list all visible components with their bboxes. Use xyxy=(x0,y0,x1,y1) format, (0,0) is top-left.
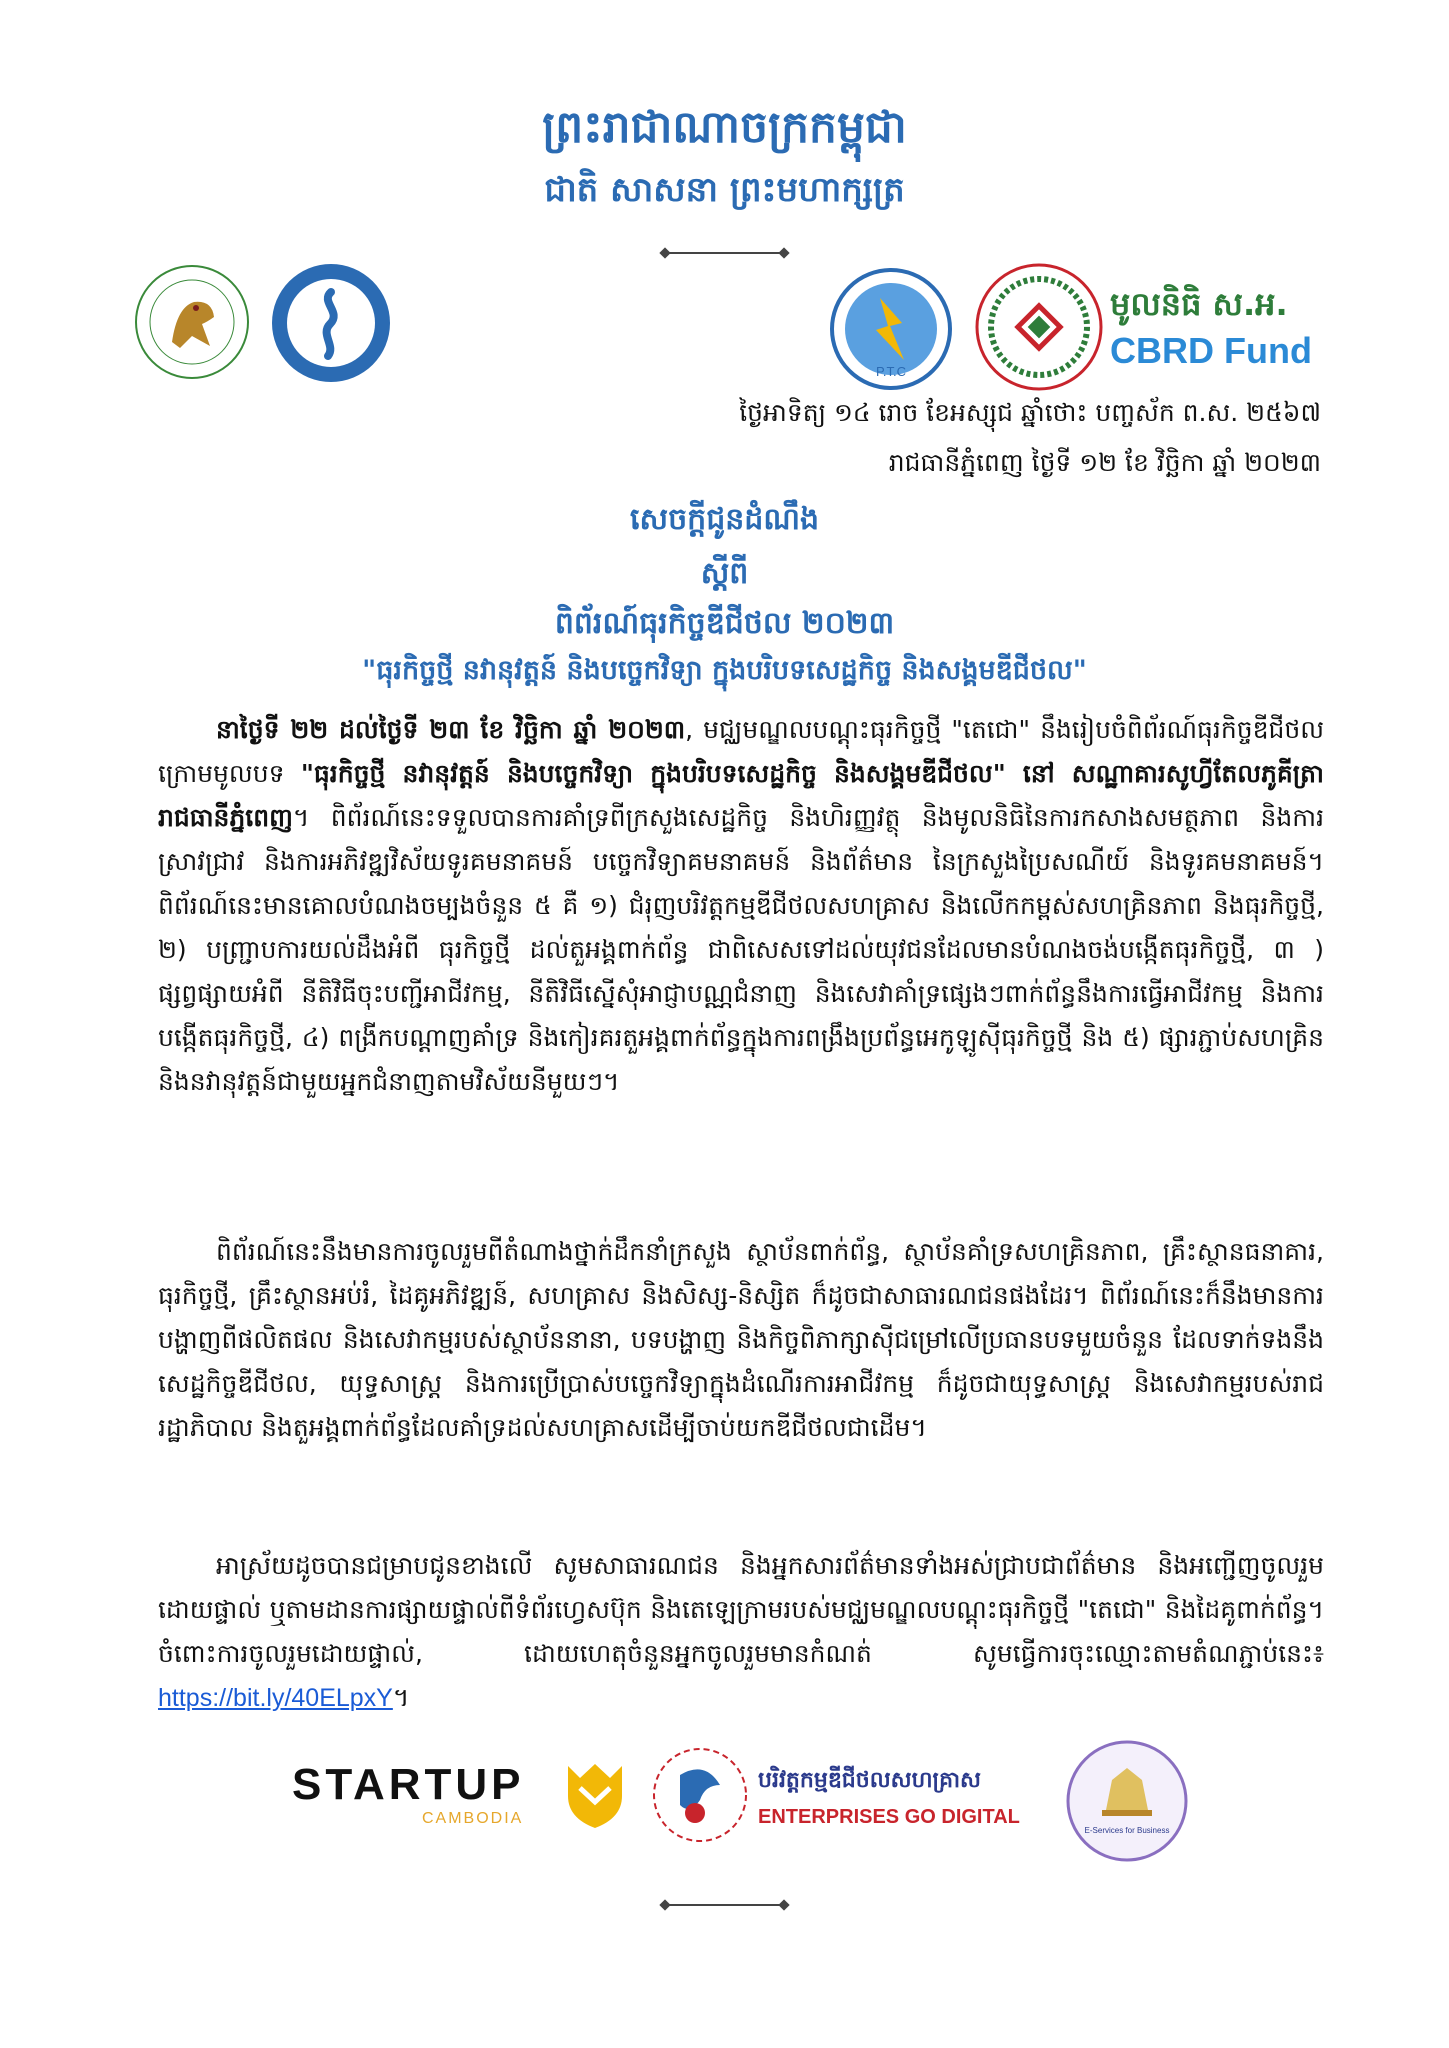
cbrd-fund-english: CBRD Fund xyxy=(1110,330,1312,371)
startup-wordmark: STARTUP xyxy=(292,1760,525,1809)
p1-text-b: ។ ពិព័រណ៍នេះទទួលបានការគាំទ្រពីក្រសួងសេដ្ឋកិច្ច និងហិរញ្ញវត្ថុ និងមូលនិធិនៃការកសាងសមត្ថភាព និងការស្រាវជ្រាវ និងការអភិវឌ្ឍវិស័យទូរគមនាគមន៍ បច្ចេកវិទ្យាគមនាគមន៍ និងព័ត៌មាន នៃក្រសួងប្រៃសណីយ៍ និងទូរគមនាគមន៍។ ពិព័រណ៍នេះមានគោលបំណងចម្បងចំនួន ៥ គឺ ១) ជំរុញបរិវត្តកម្មឌីជីថលសហគ្រាស និងលើកកម្ពស់សហគ្រិនភាព និងធុរកិច្ចថ្មី, ២) បញ្ជ្រាបការយល់ដឹងអំពី ធុរកិច្ចថ្មី ដល់តួអង្គពាក់ព័ន្ធ ជាពិសេសទៅដល់យុវជនដែលមានបំណងចង់បង្កើតធុរកិច្ចថ្មី, ៣ ) ផ្សព្វផ្សាយអំពី នីតិវិធីចុះបញ្ជីអាជីវកម្ម, នីតិវិធីស្នើសុំអាជ្ញាបណ្ណជំនាញ និងសេវាគាំទ្រផ្សេងៗពាក់ព័ន្ធនឹងការធ្វើអាជីវកម្ម និងការបង្កើតធុរកិច្ចថ្មី, ៤) ពង្រីកបណ្តាញគាំទ្រ និងកៀរគរតួអង្គពាក់ព័ន្ធក្នុងការពង្រឹងប្រព័ន្ធអេកូឡូស៊ីធុរកិច្ចថ្មី និង ៥) ផ្សារភ្ជាប់សហគ្រិន និងនវានុវត្តន៍ជាមួយអ្នកជំនាញតាមវិស័យនីមួយៗ។ xyxy=(158,803,1324,1096)
footer-divider xyxy=(665,1904,784,1906)
solar-date: រាជធានីភ្នំពេញ ថ្ងៃទី ១២ ខែ វិច្ឆិកា ឆ្នាំ ២០២៣ xyxy=(888,448,1321,477)
egd-english: ENTERPRISES GO DIGITAL xyxy=(758,1806,1020,1828)
body-paragraph-1 xyxy=(158,708,1324,1104)
p3-text: អាស្រ័យដូចបានជម្រាបជូនខាងលើ សូមសាធារណជន និងអ្នកសារព័ត៌មានទាំងអស់ជ្រាបជាព័ត៌មាន និងអញ្ជើញចូលរួមដោយផ្ទាល់ ឬតាមដានការផ្សាយផ្ទាល់ពីទំព័រហ្វេសប៊ុក និងតេឡេក្រាមរបស់មជ្ឈមណ្ឌលបណ្តុះធុរកិច្ចថ្មី "តេជោ" និងដៃគូពាក់ព័ន្ធ។ ចំពោះការចូលរួមដោយផ្ទាល់, ដោយហេតុចំនួនអ្នកចូលរួមមានកំណត់ សូមធ្វើការចុះឈ្មោះតាមតំណភ្ជាប់នេះ៖ xyxy=(158,1551,1324,1668)
startup-cambodia-logo xyxy=(292,1752,562,1842)
eservices-text: E-Services for Business xyxy=(1084,1826,1170,1835)
p1-text-a: , មជ្ឈមណ្ឌលបណ្តុះធុរកិច្ចថ្មី "តេជោ" នឹងរៀបចំពិព័រណ៍ធុរកិច្ចឌីជីថលក្រោមមូលបទ xyxy=(158,715,1325,788)
eservices-logo xyxy=(1066,1740,1188,1862)
egd-khmer: បរិវត្តកម្មឌីជីថលសហគ្រាស xyxy=(758,1768,982,1793)
national-motto: ជាតិ សាសនា ព្រះមហាក្សត្រ xyxy=(544,170,905,210)
cbrd-fund-khmer: មូលនិធិ ស.អ. xyxy=(1110,285,1288,323)
p3-end: ។ xyxy=(392,1683,410,1712)
event-theme: "ធុរកិច្ចថ្មី នវានុវត្តន៍ និងបច្ចេកវិទ្យា ក្នុងបរិបទសេដ្ឋកិច្ច និងសង្គមឌីជីថល" xyxy=(362,655,1087,686)
title-about: ស្តីពី xyxy=(700,556,749,591)
event-title: ពិព័រណ៍ធុរកិច្ចឌីជីថល ២០២៣ xyxy=(554,606,895,641)
registration-link[interactable]: https://bit.ly/40ELpxY xyxy=(158,1684,393,1712)
cbrd-seal-logo xyxy=(974,262,1104,392)
cambodia-wordmark: CAMBODIA xyxy=(422,1810,524,1827)
p2-text: ពិព័រណ៍នេះនឹងមានការចូលរួមពីតំណាងថ្នាក់ដឹកនាំក្រសួង ស្ថាប័នពាក់ព័ន្ធ, ស្ថាប័នគាំទ្រសហគ្រិនភាព, គ្រឹះស្ថានធនាគារ, ធុរកិច្ចថ្មី, គ្រឹះស្ថានអប់រំ, ដៃគូអភិវឌ្ឍន៍, សហគ្រាស និងសិស្ស-និស្សិត ក៏ដូចជាសាធារណជនផងដែរ។ ពិព័រណ៍នេះក៏នឹងមានការបង្ហាញពីផលិតផល និងសេវាកម្មរបស់ស្ថាប័ននានា, បទបង្ហាញ និងកិច្ចពិភាក្សាស៊ីជម្រៅលើប្រធានបទមួយចំនួន ដែលទាក់ទងនឹងសេដ្ឋកិច្ចឌីជីថល, យុទ្ធសាស្ត្រ និងការប្រើប្រាស់បច្ចេកវិទ្យាក្នុងដំណើរការអាជីវកម្ម ក៏ដូចជាយុទ្ធសាស្ត្រ និងសេវាកម្មរបស់រាជរដ្ឋាភិបាល និងតួអង្គពាក់ព័ន្ធដែលគាំទ្រដល់សហគ្រាសដើម្បីចាប់យកឌីជីថលជាដើម។ xyxy=(158,1237,1324,1442)
body-paragraph-2 xyxy=(158,1230,1324,1450)
svg-text:P.T.C: P.T.C xyxy=(875,364,907,379)
enterprises-go-digital-icon xyxy=(650,1745,750,1845)
mef-logo xyxy=(132,262,252,382)
lunar-date: ថ្ងៃអាទិត្យ ១៤ រោច ខែអស្សុជ ឆ្នាំថោះ បញ្ចស័ក ព.ស. ២៥៦៧ xyxy=(739,398,1321,427)
announcement-title: សេចក្តីជូនដំណឹង xyxy=(630,502,819,537)
p1-theme: "ធុរកិច្ចថ្មី នវានុវត្តន៍ និងបច្ចេកវិទ្យា ក្នុងបរិបទសេដ្ឋកិច្ច និងសង្គមឌីជីថល" នៅ សណ្ឋាគារសូហ្វីតែលភូគីត្រា រាជធានីភ្នំពេញ xyxy=(158,759,1324,832)
header-divider xyxy=(665,252,784,254)
p1-date: នាថ្ងៃទី ២២ ដល់ថ្ងៃទី ២៣ ខែ វិច្ឆិកា ឆ្នាំ ២០២៣ xyxy=(216,715,686,744)
kingdom-title: ព្រះរាជាណាចក្រកម្ពុជា xyxy=(542,102,907,153)
ptc-logo xyxy=(830,268,952,390)
techo-startup-logo xyxy=(270,262,392,384)
startup-cambodia-mark xyxy=(560,1752,630,1832)
body-paragraph-3 xyxy=(158,1544,1324,1720)
